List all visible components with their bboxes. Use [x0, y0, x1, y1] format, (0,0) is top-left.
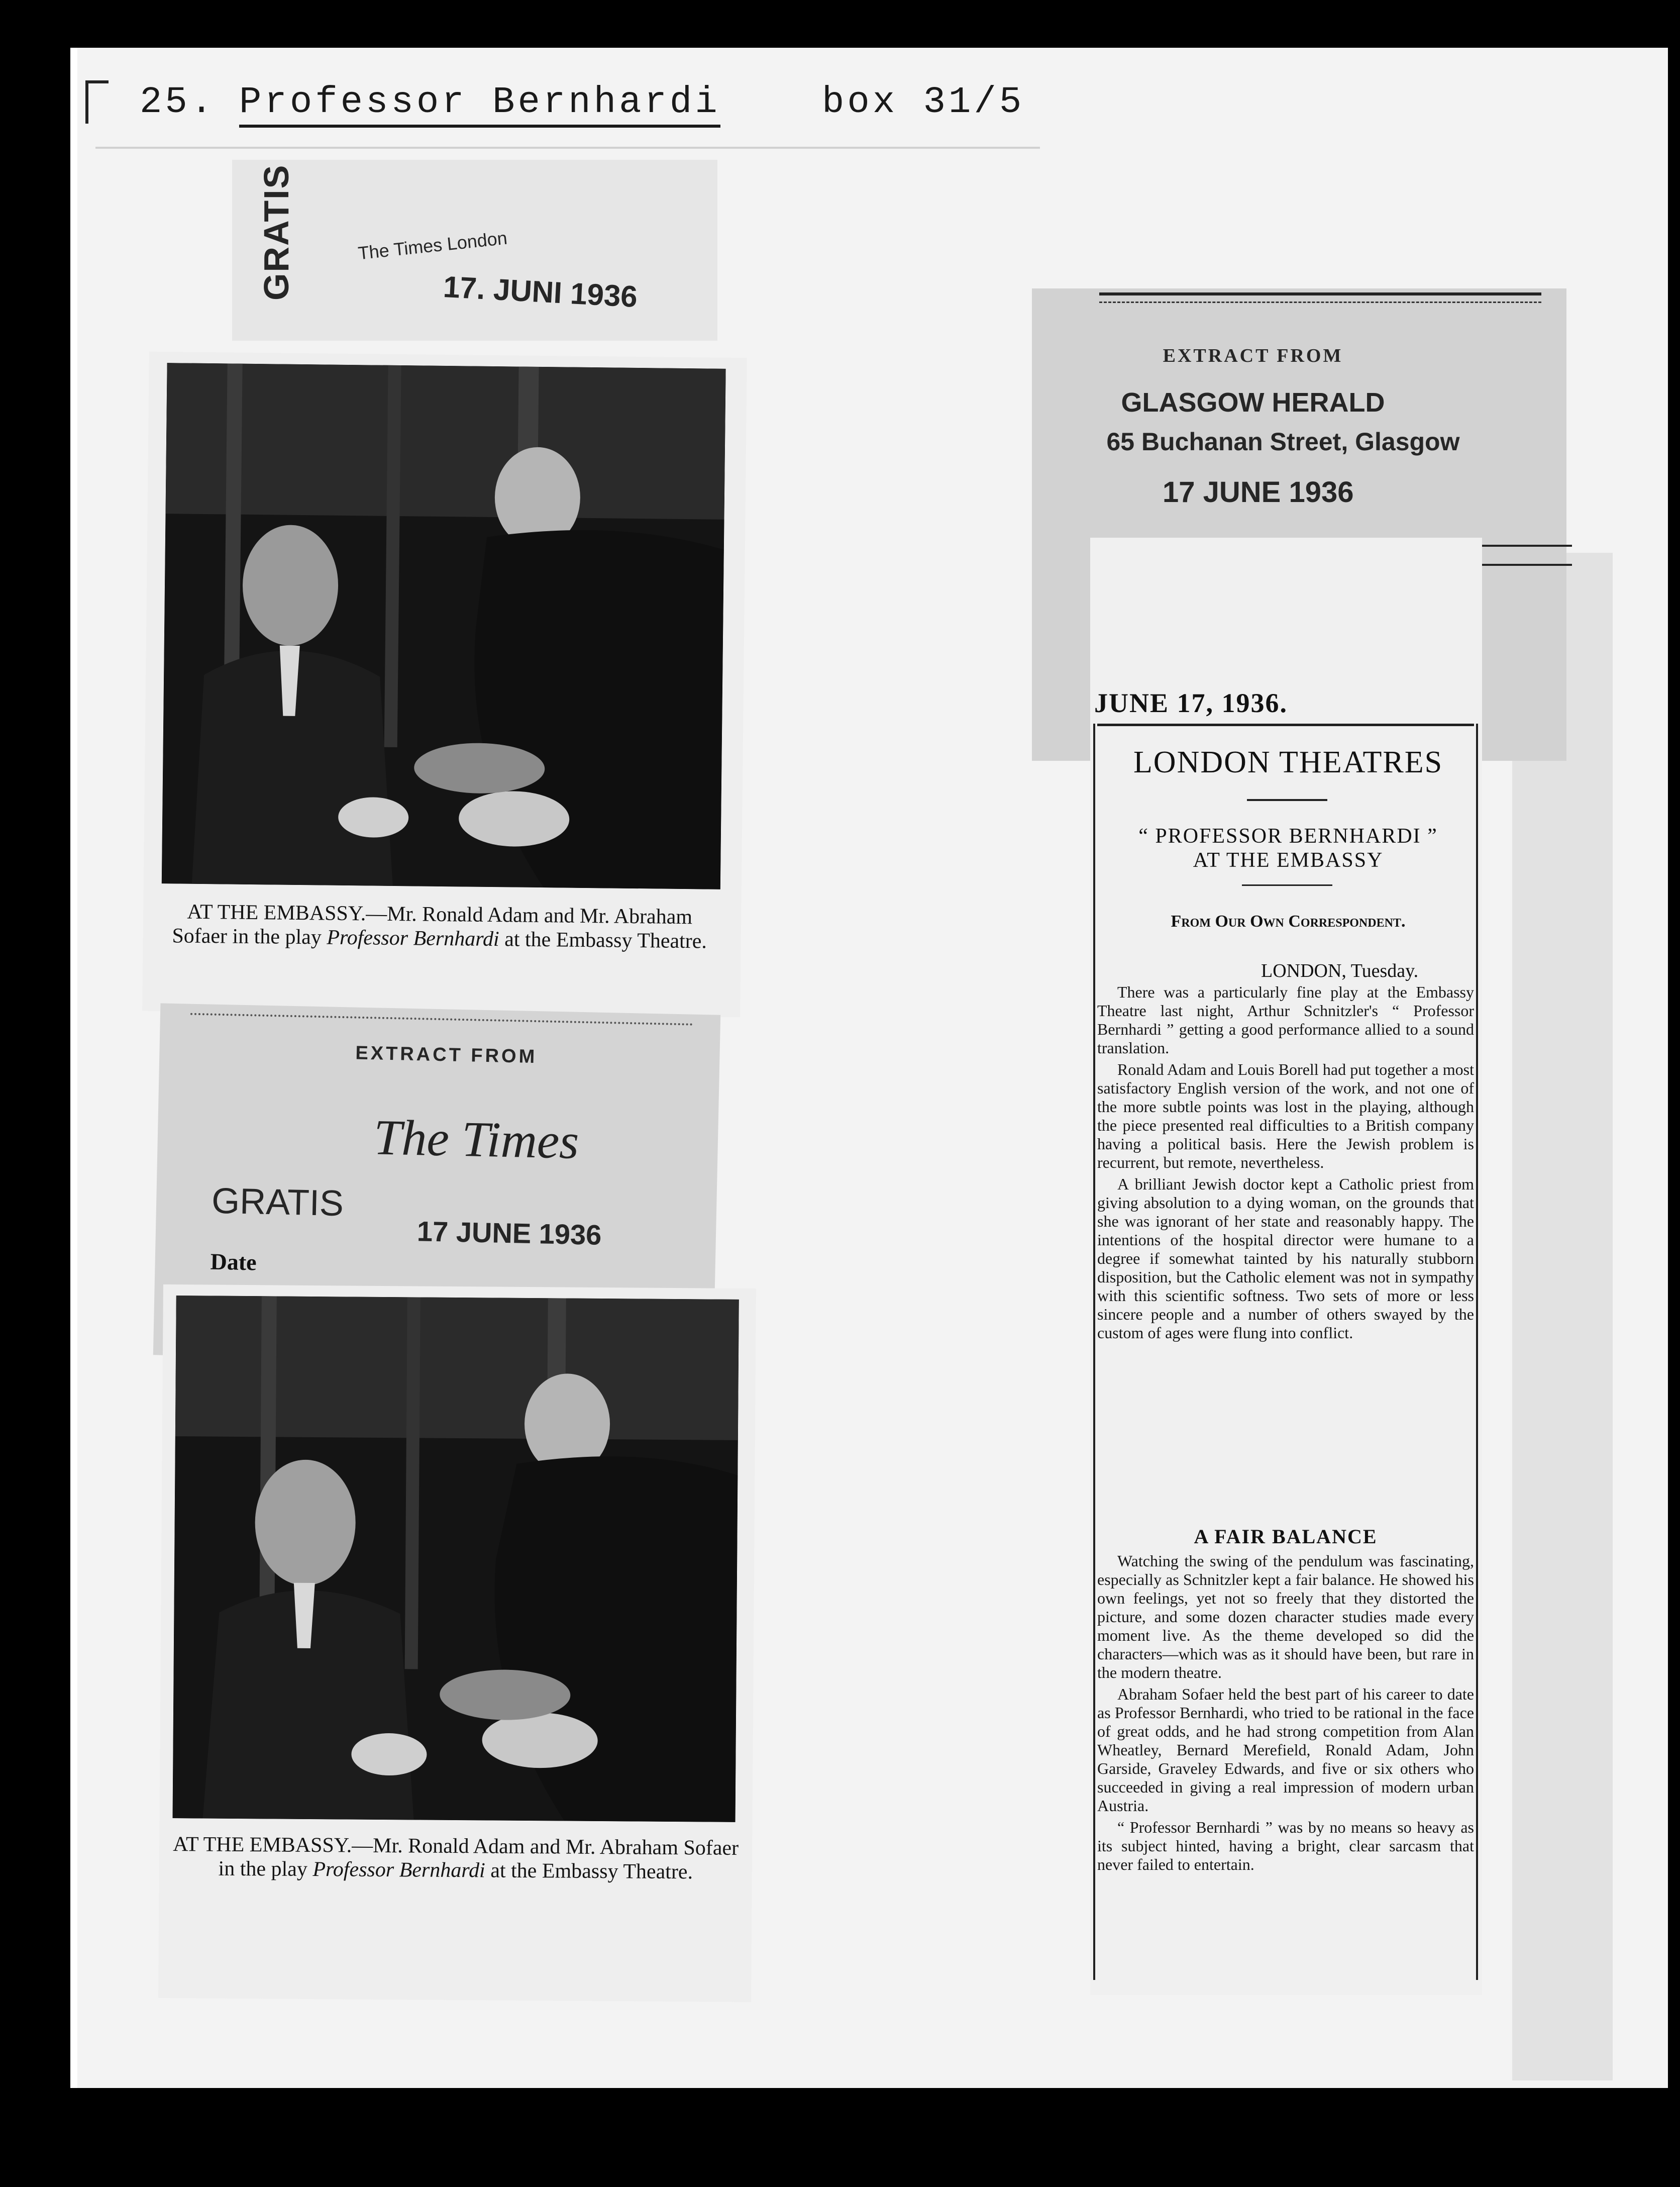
page-edge [70, 48, 77, 2088]
column-rule-left [1093, 724, 1095, 1980]
times-masthead: The Times [373, 1109, 580, 1169]
caption-lead-top: AT THE EMBASSY.—Mr. Ronald Adam and Mr. Abraham Sofaer in the play [172, 900, 693, 949]
paragraph-3: A brilliant Jewish doctor kept a Catholic priest from giving absolution to a dying woman, on the grounds that she was ignorant of her state and reasonably happy. The intentions of the hospital director were humane to a degree if somewhat tainted by his naturally stubborn disposition, but the Catholic element was not in sympathy with this scientific softness. Two sets of more or less sincere people and a number of others swayed by the custom of ages were flung into conflict. [1097, 1175, 1474, 1342]
date-label: Date [210, 1248, 257, 1275]
paragraph-2: Ronald Adam and Louis Borell had put together a most satisfactory English version of the work, and not one of the more subtle points was lost in the playing, although the piece presented real difficulties to a British company having a political basis. Here the Jewish problem is recurrent, but remote, nevertheless. [1097, 1060, 1474, 1171]
item-number: 25. [140, 81, 216, 124]
photo-caption-top [158, 900, 721, 954]
column-rule-right [1476, 724, 1478, 1980]
article-dateline: JUNE 17, 1936. [1094, 688, 1288, 718]
article-clipping [1090, 538, 1482, 1995]
photo-caption-bottom [169, 1832, 743, 1884]
paragraph-4: Watching the swing of the pendulum was fascinating, especially as Schnitzler kept a fair balance. He showed his own feelings, yet not so freely that they distorted the picture, and some dozen character studies made every moment live. As the theme developed so did the characters—which was as it should have been, but rare in the modern theatre. [1097, 1552, 1474, 1681]
caption-play-top: Professor Bernhardi [327, 926, 499, 951]
press-photo-bottom [173, 1296, 739, 1822]
extract-label-glasgow: EXTRACT FROM [1163, 345, 1343, 366]
photo-illustration-top [162, 363, 726, 889]
rule-under-dateline [1097, 724, 1474, 726]
caption-tail-bottom: at the Embassy Theatre. [485, 1859, 693, 1884]
press-photo-top [162, 363, 726, 889]
byline: From Our Own Correspondent. [1171, 912, 1406, 931]
source-stamp: The Times London [357, 227, 508, 264]
date-stamp-times: 17 JUNE 1936 [416, 1215, 602, 1251]
slip-border-top [190, 1013, 693, 1029]
page-shadow-right [1512, 553, 1613, 2080]
headline-line-1: “ PROFESSOR BERNHARDI ” [1138, 825, 1438, 848]
gratis-stamp-times: GRATIS [211, 1180, 344, 1224]
subhead-fair-balance: A FAIR BALANCE [1194, 1525, 1378, 1548]
caption-play-bottom: Professor Bernhardi [312, 1858, 485, 1882]
caption-lead-bottom: AT THE EMBASSY.—Mr. Ronald Adam and Mr. Abraham Sofaer in the play [173, 1833, 739, 1881]
paragraph-5: Abraham Sofaer held the best part of his career to date as Professor Bernhardi, who tried to be rational in the face of great odds, and he had strong competition from Alan Wheatley, Bernard Merefield, Ronald Adam, John Garside, Graveley Edwards, and five or six others who succeeded in giving a real impression of modern urban Austria. [1097, 1685, 1474, 1815]
stamp-slip-top [232, 160, 717, 341]
box-reference: box 31/5 [822, 81, 1025, 124]
headline-rule [1242, 884, 1332, 886]
date-stamp-glasgow: 17 JUNE 1936 [1163, 476, 1354, 509]
article-body-2 [1097, 1552, 1474, 1874]
header-rule [95, 147, 1040, 149]
photo-illustration-bottom [173, 1296, 739, 1822]
glasgow-address: 65 Buchanan Street, Glasgow [1106, 428, 1460, 456]
article-place: LONDON, Tuesday. [1261, 960, 1419, 981]
photo-clipping-bottom [158, 1284, 756, 2002]
paragraph-1: There was a particularly fine play at the Embassy Theatre last night, Arthur Schnitzler's “ Professor Bernhardi ” getting a good performance allied to a sound translation. [1097, 983, 1474, 1057]
slip-border-top-glasgow [1099, 292, 1541, 303]
gratis-stamp: GRATIS [257, 164, 296, 301]
date-stamp: 17. JUNI 1936 [442, 269, 639, 314]
corner-mark [85, 80, 109, 124]
extract-label: EXTRACT FROM [355, 1042, 538, 1068]
headline-line-2: AT THE EMBASSY [1193, 849, 1384, 872]
caption-tail-top: at the Embassy Theatre. [499, 928, 707, 953]
ornament-rule [1247, 799, 1327, 801]
paragraph-6: “ Professor Bernhardi ” was by no means so heavy as its subject hinted, having a bright, clear sarcasm that never failed to entertain. [1097, 1818, 1474, 1873]
photo-clipping-top [142, 352, 747, 1017]
item-title: Professor Bernhardi [239, 81, 720, 128]
glasgow-masthead: GLASGOW HERALD [1121, 387, 1385, 418]
article-body-1 [1097, 983, 1474, 1342]
section-title: LONDON THEATRES [1133, 745, 1443, 779]
